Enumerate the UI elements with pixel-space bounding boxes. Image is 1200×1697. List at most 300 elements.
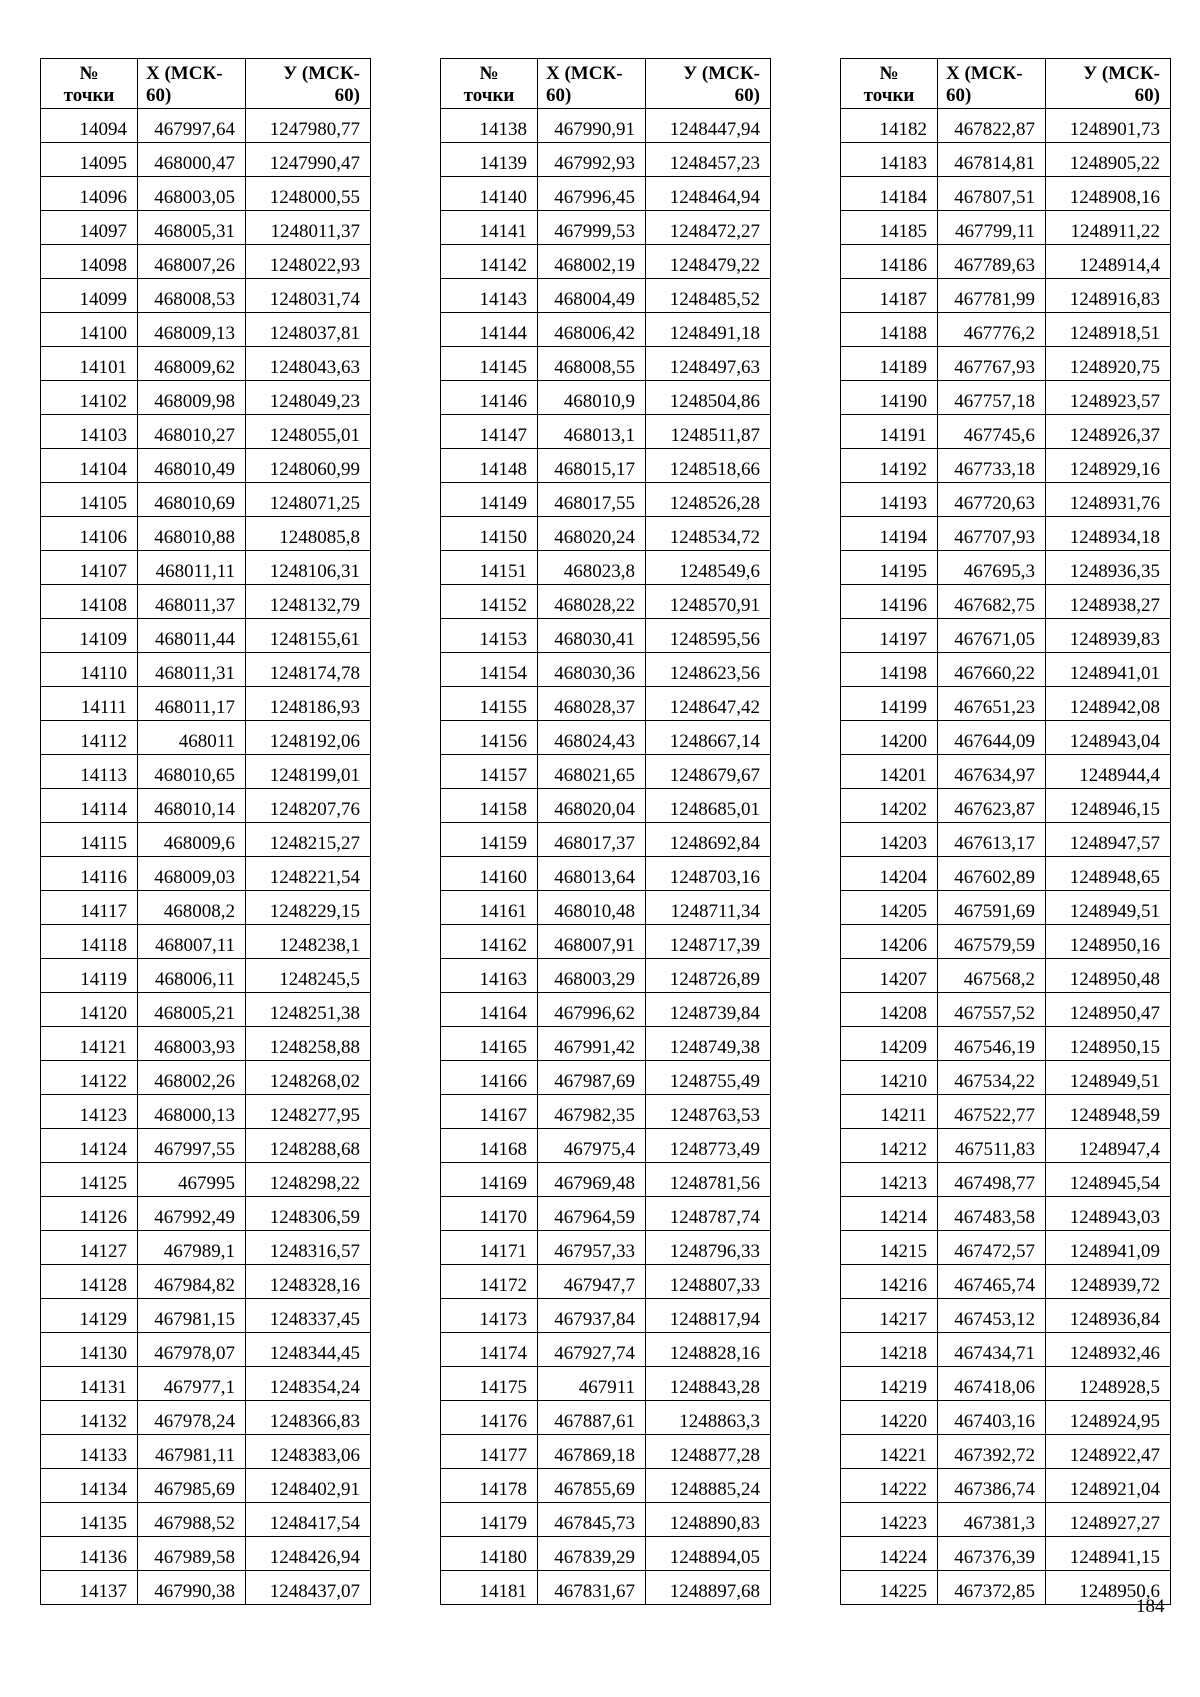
point-number-cell: 14172 (441, 1265, 538, 1299)
point-number-cell: 14135 (41, 1503, 138, 1537)
x-coordinate-cell: 467989,1 (138, 1231, 246, 1265)
table-row (441, 891, 771, 925)
y-coordinate-cell: 1248946,15 (1046, 789, 1171, 823)
table-row (841, 1571, 1171, 1605)
x-coordinate-cell: 468008,55 (538, 347, 646, 381)
y-coordinate-cell: 1248843,28 (646, 1367, 771, 1401)
y-coordinate-cell: 1248944,4 (1046, 755, 1171, 789)
y-coordinate-cell: 1248807,33 (646, 1265, 771, 1299)
x-coordinate-cell: 467660,22 (938, 653, 1046, 687)
table-row (41, 143, 371, 177)
x-coordinate-cell: 467831,67 (538, 1571, 646, 1605)
y-coordinate-cell: 1248885,24 (646, 1469, 771, 1503)
x-coordinate-cell: 468007,26 (138, 245, 246, 279)
table-row (441, 1435, 771, 1469)
x-coordinate-cell: 468028,37 (538, 687, 646, 721)
y-coordinate-cell: 1248945,54 (1046, 1163, 1171, 1197)
y-coordinate-cell: 1248726,89 (646, 959, 771, 993)
table-row (841, 721, 1171, 755)
table-row (841, 1537, 1171, 1571)
point-number-cell: 14199 (841, 687, 938, 721)
table-row (41, 585, 371, 619)
table-row (841, 585, 1171, 619)
x-coordinate-cell: 467911 (538, 1367, 646, 1401)
point-number-cell: 14122 (41, 1061, 138, 1095)
y-coordinate-cell: 1248948,65 (1046, 857, 1171, 891)
point-number-cell: 14099 (41, 279, 138, 313)
x-coordinate-cell: 467386,74 (938, 1469, 1046, 1503)
y-coordinate-cell: 1248923,57 (1046, 381, 1171, 415)
table-row (441, 1129, 771, 1163)
x-coordinate-cell: 468010,49 (138, 449, 246, 483)
y-coordinate-cell: 1248914,4 (1046, 245, 1171, 279)
table-row (41, 1469, 371, 1503)
point-number-cell: 14141 (441, 211, 538, 245)
x-coordinate-cell: 467969,48 (538, 1163, 646, 1197)
table-row (841, 1265, 1171, 1299)
y-coordinate-cell: 1248464,94 (646, 177, 771, 211)
table-row (41, 1197, 371, 1231)
y-coordinate-cell: 1248132,79 (246, 585, 371, 619)
table-row (841, 1435, 1171, 1469)
point-number-cell: 14126 (41, 1197, 138, 1231)
table-row (41, 925, 371, 959)
table-row (41, 959, 371, 993)
table-row (441, 653, 771, 687)
x-coordinate-cell: 468030,36 (538, 653, 646, 687)
point-number-cell: 14208 (841, 993, 938, 1027)
x-coordinate-cell: 468028,22 (538, 585, 646, 619)
point-number-cell: 14170 (441, 1197, 538, 1231)
table-row (441, 1299, 771, 1333)
table-row (41, 1435, 371, 1469)
y-coordinate-cell: 1248927,27 (1046, 1503, 1171, 1537)
y-coordinate-cell: 1248894,05 (646, 1537, 771, 1571)
point-number-cell: 14216 (841, 1265, 938, 1299)
y-coordinate-cell: 1248942,08 (1046, 687, 1171, 721)
y-coordinate-cell: 1248739,84 (646, 993, 771, 1027)
y-coordinate-cell: 1248936,35 (1046, 551, 1171, 585)
y-coordinate-cell: 1248344,45 (246, 1333, 371, 1367)
y-coordinate-cell: 1248905,22 (1046, 143, 1171, 177)
table-row (841, 925, 1171, 959)
y-coordinate-cell: 1248298,22 (246, 1163, 371, 1197)
x-coordinate-cell: 468010,65 (138, 755, 246, 789)
x-coordinate-cell: 467453,12 (938, 1299, 1046, 1333)
y-coordinate-cell: 1248949,51 (1046, 1061, 1171, 1095)
y-coordinate-cell: 1248060,99 (246, 449, 371, 483)
table-row (441, 1231, 771, 1265)
point-number-cell: 14166 (441, 1061, 538, 1095)
x-coordinate-cell: 467855,69 (538, 1469, 646, 1503)
y-coordinate-cell: 1248916,83 (1046, 279, 1171, 313)
x-coordinate-cell: 468007,91 (538, 925, 646, 959)
y-coordinate-cell: 1248828,16 (646, 1333, 771, 1367)
y-coordinate-cell: 1248221,54 (246, 857, 371, 891)
table-row (841, 755, 1171, 789)
x-coordinate-cell: 467695,3 (938, 551, 1046, 585)
table-row (441, 925, 771, 959)
coordinates-table-3 (840, 58, 1171, 1605)
point-number-cell: 14103 (41, 415, 138, 449)
x-coordinate-cell: 468013,64 (538, 857, 646, 891)
table-row (841, 449, 1171, 483)
y-coordinate-cell: 1248071,25 (246, 483, 371, 517)
table-row (441, 619, 771, 653)
point-number-cell: 14217 (841, 1299, 938, 1333)
table-row (41, 789, 371, 823)
table-row (841, 143, 1171, 177)
x-coordinate-cell: 467927,74 (538, 1333, 646, 1367)
y-coordinate-cell: 1248238,1 (246, 925, 371, 959)
table-row (841, 653, 1171, 687)
table-row (841, 1469, 1171, 1503)
x-coordinate-cell: 467987,69 (538, 1061, 646, 1095)
table-row (41, 823, 371, 857)
x-coordinate-cell: 468011,31 (138, 653, 246, 687)
y-coordinate-cell: 1248931,76 (1046, 483, 1171, 517)
table-row (841, 687, 1171, 721)
table-header-row (441, 59, 771, 109)
point-number-cell: 14209 (841, 1027, 938, 1061)
table-row (41, 993, 371, 1027)
point-number-cell: 14152 (441, 585, 538, 619)
header-point-number: № точки (441, 59, 538, 109)
x-coordinate-cell: 467634,97 (938, 755, 1046, 789)
point-number-cell: 14108 (41, 585, 138, 619)
y-coordinate-cell: 1248939,72 (1046, 1265, 1171, 1299)
point-number-cell: 14107 (41, 551, 138, 585)
y-coordinate-cell: 1248926,37 (1046, 415, 1171, 449)
point-number-cell: 14220 (841, 1401, 938, 1435)
point-number-cell: 14129 (41, 1299, 138, 1333)
x-coordinate-cell: 467992,49 (138, 1197, 246, 1231)
y-coordinate-cell: 1248817,94 (646, 1299, 771, 1333)
point-number-cell: 14192 (841, 449, 938, 483)
table-row (41, 755, 371, 789)
x-coordinate-cell: 467465,74 (938, 1265, 1046, 1299)
x-coordinate-cell: 468009,62 (138, 347, 246, 381)
table-row (441, 483, 771, 517)
point-number-cell: 14189 (841, 347, 938, 381)
point-number-cell: 14168 (441, 1129, 538, 1163)
x-coordinate-cell: 468013,1 (538, 415, 646, 449)
point-number-cell: 14167 (441, 1095, 538, 1129)
point-number-cell: 14188 (841, 313, 938, 347)
point-number-cell: 14130 (41, 1333, 138, 1367)
point-number-cell: 14177 (441, 1435, 538, 1469)
point-number-cell: 14098 (41, 245, 138, 279)
y-coordinate-cell: 1248526,28 (646, 483, 771, 517)
table-row (41, 619, 371, 653)
page-number: 184 (1136, 1596, 1165, 1617)
point-number-cell: 14207 (841, 959, 938, 993)
y-coordinate-cell: 1248426,94 (246, 1537, 371, 1571)
y-coordinate-cell: 1248383,06 (246, 1435, 371, 1469)
x-coordinate-cell: 467644,09 (938, 721, 1046, 755)
y-coordinate-cell: 1248941,09 (1046, 1231, 1171, 1265)
y-coordinate-cell: 1248534,72 (646, 517, 771, 551)
table-row (841, 109, 1171, 143)
x-coordinate-cell: 467534,22 (938, 1061, 1046, 1095)
y-coordinate-cell: 1248277,95 (246, 1095, 371, 1129)
point-number-cell: 14118 (41, 925, 138, 959)
x-coordinate-cell: 467887,61 (538, 1401, 646, 1435)
point-number-cell: 14202 (841, 789, 938, 823)
x-coordinate-cell: 468017,55 (538, 483, 646, 517)
point-number-cell: 14183 (841, 143, 938, 177)
point-number-cell: 14144 (441, 313, 538, 347)
x-coordinate-cell: 468004,49 (538, 279, 646, 313)
point-number-cell: 14215 (841, 1231, 938, 1265)
y-coordinate-cell: 1248258,88 (246, 1027, 371, 1061)
point-number-cell: 14112 (41, 721, 138, 755)
point-number-cell: 14121 (41, 1027, 138, 1061)
y-coordinate-cell: 1248215,27 (246, 823, 371, 857)
x-coordinate-cell: 467989,58 (138, 1537, 246, 1571)
header-point-number: № точки (841, 59, 938, 109)
point-number-cell: 14179 (441, 1503, 538, 1537)
point-number-cell: 14114 (41, 789, 138, 823)
point-number-cell: 14110 (41, 653, 138, 687)
table-row (441, 789, 771, 823)
table-row (41, 1537, 371, 1571)
table-row (441, 177, 771, 211)
x-coordinate-cell: 467978,07 (138, 1333, 246, 1367)
point-number-cell: 14222 (841, 1469, 938, 1503)
table-row (441, 1401, 771, 1435)
point-number-cell: 14149 (441, 483, 538, 517)
x-coordinate-cell: 468000,47 (138, 143, 246, 177)
header-point-number: № точки (41, 59, 138, 109)
x-coordinate-cell: 467957,33 (538, 1231, 646, 1265)
table-row (841, 1367, 1171, 1401)
table-row (841, 517, 1171, 551)
point-number-cell: 14117 (41, 891, 138, 925)
y-coordinate-cell: 1248950,15 (1046, 1027, 1171, 1061)
y-coordinate-cell: 1248911,22 (1046, 211, 1171, 245)
table-row (841, 347, 1171, 381)
table-row (441, 347, 771, 381)
x-coordinate-cell: 467839,29 (538, 1537, 646, 1571)
y-coordinate-cell: 1248155,61 (246, 619, 371, 653)
x-coordinate-cell: 468000,13 (138, 1095, 246, 1129)
point-number-cell: 14218 (841, 1333, 938, 1367)
y-coordinate-cell: 1248037,81 (246, 313, 371, 347)
y-coordinate-cell: 1248781,56 (646, 1163, 771, 1197)
x-coordinate-cell: 467602,89 (938, 857, 1046, 891)
y-coordinate-cell: 1248950,16 (1046, 925, 1171, 959)
y-coordinate-cell: 1248947,57 (1046, 823, 1171, 857)
x-coordinate-cell: 468008,53 (138, 279, 246, 313)
point-number-cell: 14136 (41, 1537, 138, 1571)
x-coordinate-cell: 468002,26 (138, 1061, 246, 1095)
point-number-cell: 14185 (841, 211, 938, 245)
table-row (841, 959, 1171, 993)
point-number-cell: 14134 (41, 1469, 138, 1503)
table-row (841, 551, 1171, 585)
point-number-cell: 14160 (441, 857, 538, 891)
table-row (41, 381, 371, 415)
point-number-cell: 14161 (441, 891, 538, 925)
table-row (41, 1401, 371, 1435)
table-row (841, 789, 1171, 823)
y-coordinate-cell: 1248863,3 (646, 1401, 771, 1435)
table-row (841, 1027, 1171, 1061)
y-coordinate-cell: 1248679,67 (646, 755, 771, 789)
table-row (41, 1299, 371, 1333)
table-row (441, 1367, 771, 1401)
point-number-cell: 14219 (841, 1367, 938, 1401)
point-number-cell: 14156 (441, 721, 538, 755)
point-number-cell: 14191 (841, 415, 938, 449)
x-coordinate-cell: 467981,11 (138, 1435, 246, 1469)
point-number-cell: 14143 (441, 279, 538, 313)
y-coordinate-cell: 1248711,34 (646, 891, 771, 925)
table-row (441, 143, 771, 177)
y-coordinate-cell: 1248229,15 (246, 891, 371, 925)
y-coordinate-cell: 1248511,87 (646, 415, 771, 449)
y-coordinate-cell: 1248595,56 (646, 619, 771, 653)
table-row (41, 1129, 371, 1163)
table-row (841, 1197, 1171, 1231)
point-number-cell: 14124 (41, 1129, 138, 1163)
x-coordinate-cell: 467403,16 (938, 1401, 1046, 1435)
x-coordinate-cell: 468020,04 (538, 789, 646, 823)
point-number-cell: 14095 (41, 143, 138, 177)
y-coordinate-cell: 1248447,94 (646, 109, 771, 143)
point-number-cell: 14109 (41, 619, 138, 653)
point-number-cell: 14127 (41, 1231, 138, 1265)
y-coordinate-cell: 1248251,38 (246, 993, 371, 1027)
y-coordinate-cell: 1248437,07 (246, 1571, 371, 1605)
point-number-cell: 14157 (441, 755, 538, 789)
x-coordinate-cell: 467381,3 (938, 1503, 1046, 1537)
x-coordinate-cell: 468010,88 (138, 517, 246, 551)
table-row (441, 1571, 771, 1605)
x-coordinate-cell: 467372,85 (938, 1571, 1046, 1605)
x-coordinate-cell: 467992,93 (538, 143, 646, 177)
y-coordinate-cell: 1248549,6 (646, 551, 771, 585)
point-number-cell: 14211 (841, 1095, 938, 1129)
y-coordinate-cell: 1248941,01 (1046, 653, 1171, 687)
table-row (41, 415, 371, 449)
x-coordinate-cell: 467671,05 (938, 619, 1046, 653)
table-row (441, 1265, 771, 1299)
y-coordinate-cell: 1248796,33 (646, 1231, 771, 1265)
x-coordinate-cell: 468009,03 (138, 857, 246, 891)
y-coordinate-cell: 1248928,5 (1046, 1367, 1171, 1401)
x-coordinate-cell: 467988,52 (138, 1503, 246, 1537)
x-coordinate-cell: 467822,87 (938, 109, 1046, 143)
point-number-cell: 14212 (841, 1129, 938, 1163)
table-row (841, 1129, 1171, 1163)
y-coordinate-cell: 1248479,22 (646, 245, 771, 279)
point-number-cell: 14203 (841, 823, 938, 857)
point-number-cell: 14214 (841, 1197, 938, 1231)
x-coordinate-cell: 467767,93 (938, 347, 1046, 381)
point-number-cell: 14094 (41, 109, 138, 143)
x-coordinate-cell: 468017,37 (538, 823, 646, 857)
table-row (41, 1503, 371, 1537)
x-coordinate-cell: 467964,59 (538, 1197, 646, 1231)
table-row (41, 857, 371, 891)
x-coordinate-cell: 468002,19 (538, 245, 646, 279)
point-number-cell: 14159 (441, 823, 538, 857)
table-row (41, 347, 371, 381)
table-row (441, 109, 771, 143)
coordinates-table-1 (40, 58, 371, 1605)
y-coordinate-cell: 1248755,49 (646, 1061, 771, 1095)
table-row (41, 721, 371, 755)
y-coordinate-cell: 1248950,47 (1046, 993, 1171, 1027)
y-coordinate-cell: 1248570,91 (646, 585, 771, 619)
header-x-coordinate: X (МСК- 60) (138, 59, 246, 109)
point-number-cell: 14153 (441, 619, 538, 653)
x-coordinate-cell: 467707,93 (938, 517, 1046, 551)
table-row (441, 959, 771, 993)
x-coordinate-cell: 467982,35 (538, 1095, 646, 1129)
coordinates-table-2 (440, 58, 771, 1605)
header-x-coordinate: X (МСК- 60) (538, 59, 646, 109)
x-coordinate-cell: 468011,37 (138, 585, 246, 619)
point-number-cell: 14148 (441, 449, 538, 483)
table-row (841, 823, 1171, 857)
table-row (41, 1333, 371, 1367)
point-number-cell: 14221 (841, 1435, 938, 1469)
y-coordinate-cell: 1248787,74 (646, 1197, 771, 1231)
y-coordinate-cell: 1248337,45 (246, 1299, 371, 1333)
y-coordinate-cell: 1248306,59 (246, 1197, 371, 1231)
point-number-cell: 14105 (41, 483, 138, 517)
point-number-cell: 14169 (441, 1163, 538, 1197)
x-coordinate-cell: 467568,2 (938, 959, 1046, 993)
table-row (441, 449, 771, 483)
table-row (841, 245, 1171, 279)
y-coordinate-cell: 1248192,06 (246, 721, 371, 755)
table-row (841, 483, 1171, 517)
point-number-cell: 14132 (41, 1401, 138, 1435)
table-row (41, 891, 371, 925)
point-number-cell: 14187 (841, 279, 938, 313)
x-coordinate-cell: 467498,77 (938, 1163, 1046, 1197)
y-coordinate-cell: 1248049,23 (246, 381, 371, 415)
x-coordinate-cell: 467991,42 (538, 1027, 646, 1061)
point-number-cell: 14138 (441, 109, 538, 143)
point-number-cell: 14102 (41, 381, 138, 415)
y-coordinate-cell: 1247990,47 (246, 143, 371, 177)
x-coordinate-cell: 468008,2 (138, 891, 246, 925)
table-row (441, 1503, 771, 1537)
table-row (841, 1095, 1171, 1129)
y-coordinate-cell: 1248022,93 (246, 245, 371, 279)
table-row (841, 177, 1171, 211)
x-coordinate-cell: 467789,63 (938, 245, 1046, 279)
x-coordinate-cell: 467511,83 (938, 1129, 1046, 1163)
table-row (41, 1027, 371, 1061)
x-coordinate-cell: 468003,93 (138, 1027, 246, 1061)
y-coordinate-cell: 1248485,52 (646, 279, 771, 313)
point-number-cell: 14197 (841, 619, 938, 653)
y-coordinate-cell: 1248647,42 (646, 687, 771, 721)
table-row (41, 449, 371, 483)
point-number-cell: 14193 (841, 483, 938, 517)
point-number-cell: 14151 (441, 551, 538, 585)
point-number-cell: 14150 (441, 517, 538, 551)
x-coordinate-cell: 468005,31 (138, 211, 246, 245)
table-row (41, 653, 371, 687)
y-coordinate-cell: 1248623,56 (646, 653, 771, 687)
